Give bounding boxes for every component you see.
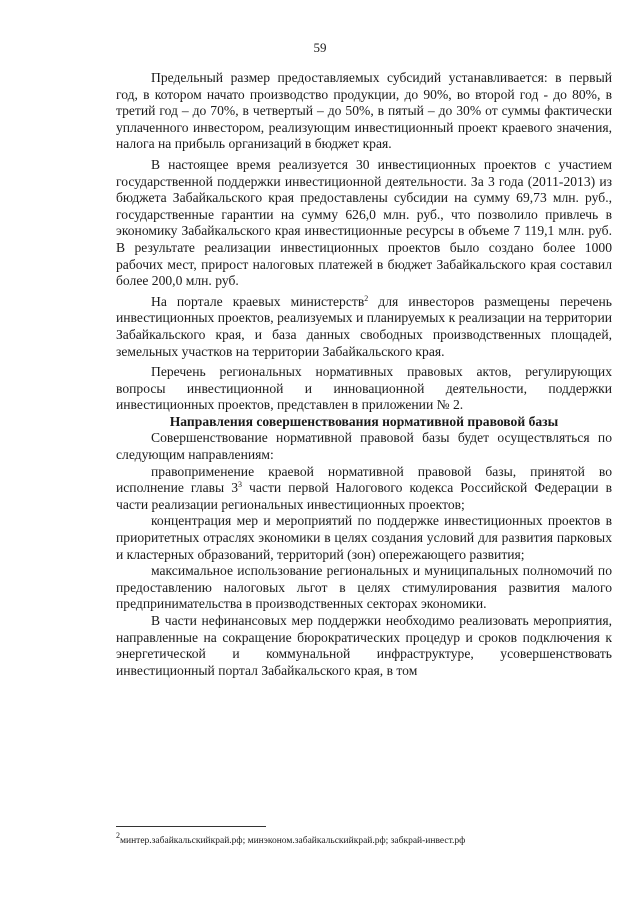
footnote — [116, 831, 612, 847]
paragraph-direction-3: максимальное использование региональных и муниципальных полномочий по предоставлению налоговых льгот в целях стимулирования развития малого предпринимательства в производственных секторах экономики. — [116, 563, 612, 612]
portal-text-before: На портале краевых министерств — [151, 293, 365, 309]
direction-1-before: правоприменение краевой нормативной правовой базы, принятой во исполнение главы 3 — [116, 463, 612, 496]
paragraph-subsidy-limits: Предельный размер предоставляемых субсидий устанавливается: в первый год, в котором начато производство продукции, до 90%, во второй год - до 80%, в третий год – до 70%, в четвертый – до 50%, в пятый – до 30% от суммы фактически уплаченного инвестором, реализующим инвестиционный проект краевого значения, налога на прибыль организаций в бюджет края. — [116, 70, 612, 152]
footnote-divider — [116, 826, 266, 827]
paragraph-portal — [116, 294, 612, 360]
paragraph-nonfinancial: В части нефинансовых мер поддержки необходимо реализовать мероприятия, направленные на сокращение бюрократических процедур и сроков подключения к энергетической и коммунальной инфраструктуре, усовершенствовать инвестиционный портал Забайкальского края, в том — [116, 613, 612, 678]
body-text — [116, 70, 612, 679]
footnote-ref-3: 3 — [238, 480, 242, 490]
page-number: 59 — [313, 40, 327, 55]
paragraph-direction-2: концентрация мер и мероприятий по поддержке инвестиционных проектов в приоритетных отраслях экономики в целях создания условий для развития парковых и кластерных образований, территорий (зон) опережающего развития; — [116, 513, 612, 562]
direction-1-after: части первой Налогового кодекса Российской Федерации в части реализации региональных инвестиционных проектов; — [116, 480, 612, 512]
section-heading: Направления совершенствования нормативной правовой базы — [169, 413, 559, 429]
footnote-text: минтер.забайкальскийкрай.рф; минэконом.забайкальскийкрай.рф; забкрай-инвест.рф — [120, 836, 466, 846]
paragraph-intro: Совершенствование нормативной правовой базы будет осуществляться по следующим направлениям: — [116, 430, 612, 463]
footnote-ref-2: 2 — [364, 293, 369, 303]
paragraph-appendix: Перечень региональных нормативных правовых актов, регулирующих вопросы инвестиционной и инновационной деятельности, поддержки инвестиционных проектов, представлен в приложении № 2. — [116, 364, 612, 413]
footnote-mark: 2 — [116, 831, 120, 840]
paragraph-current-projects: В настоящее время реализуется 30 инвестиционных проектов с участием государственной поддержки инвестиционной деятельности. За 3 года (2011-2013) из бюджета Забайкальского края предоставлены субсидии на сумму 69,73 млн. руб., государственные гарантии на сумму 626,0 млн. руб., что позволило привлечь в экономику Забайкальского края инвестиционные ресурсы в объеме 7 119,1 млн. руб. В результате реализации инвестиционных проектов было создано более 1000 рабочих мест, прирост налоговых платежей в бюджет Забайкальского края составил более 200,0 млн. руб. — [116, 156, 612, 289]
portal-text-after: для инвесторов размещены перечень инвестиционных проектов, реализуемых и планируемых к реализации на территории Забайкальского края, и база данных свободных производственных площадей, земельных участков на территории Забайкальского края. — [116, 293, 613, 359]
paragraph-direction-1 — [116, 464, 612, 514]
